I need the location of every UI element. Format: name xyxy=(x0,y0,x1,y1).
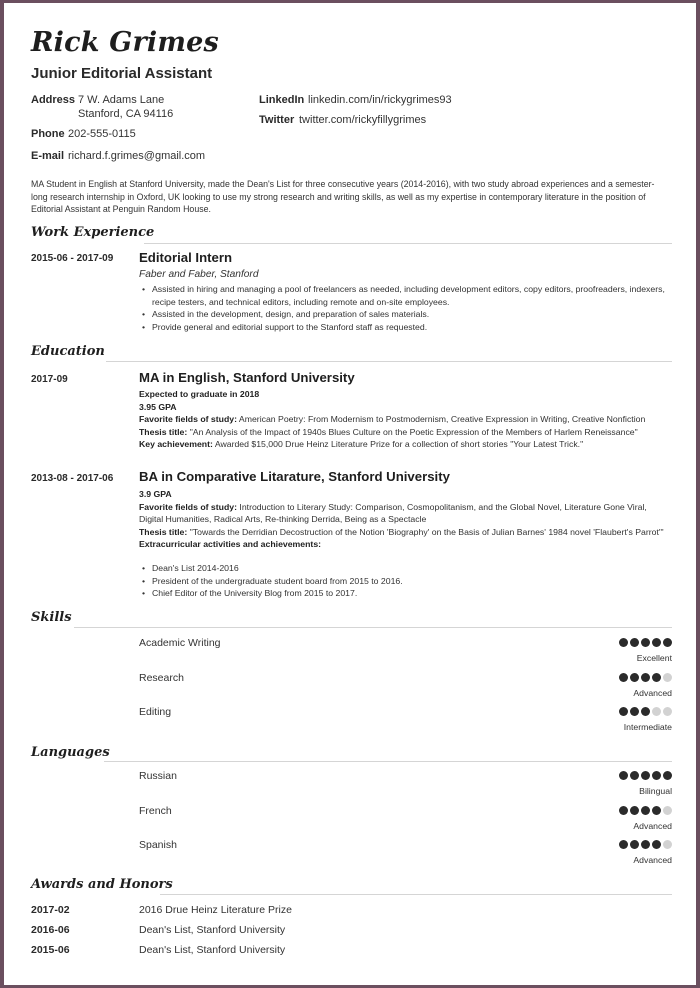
ma-fields-label: Favorite fields of study: xyxy=(139,414,237,424)
language-name: Spanish xyxy=(139,839,177,851)
ma-key-label: Key achievement: xyxy=(139,439,213,449)
award-title: 2016 Drue Heinz Literature Prize xyxy=(139,904,292,916)
rating-dot xyxy=(663,771,672,780)
ba-date: 2013-08 - 2017-06 xyxy=(31,473,114,484)
language-name: French xyxy=(139,804,172,817)
rating-dot xyxy=(652,673,661,682)
language-level: Bilingual xyxy=(639,786,672,796)
ba-details xyxy=(139,488,669,551)
ma-key: Awarded $15,000 Drue Heinz Literature Prize for a collection of short stories "Your Latest Trick." xyxy=(212,439,584,449)
rating-dot xyxy=(641,638,650,647)
ba-thesis: "Towards the Derridian Decostruction of the Notion 'Biography' on the Basis of Julian Barnes' 1984 novel 'Flaubert's Parrot'" xyxy=(187,526,664,537)
skill-name: Editing xyxy=(139,706,172,718)
list-item: • Assisted in hiring and managing a pool of freelancers as needed, including development editors, copy editors, proofreaders, indexers, recipe testers, and technical editors, including remote and on-site employees. xyxy=(139,283,679,308)
rating-dot xyxy=(630,840,639,849)
rating-dot xyxy=(652,840,661,849)
ba-gpa: 3.9 GPA xyxy=(139,489,172,499)
list-item: • President of the undergraduate student board from 2015 to 2016. xyxy=(139,575,679,588)
twitter-link[interactable]: twitter.com/rickyfillygrimes xyxy=(299,114,427,126)
award-title: Dean's List, Stanford University xyxy=(139,924,286,936)
rating-dot xyxy=(641,707,650,716)
ma-title: MA in English, Stanford University xyxy=(139,370,355,385)
rating-dot xyxy=(641,673,650,682)
skill-name: Research xyxy=(139,671,184,684)
rating-dot xyxy=(652,806,661,815)
address-label: Address xyxy=(31,94,76,106)
linkedin-label: LinkedIn xyxy=(259,94,305,106)
address-line2: Stanford, CA 94116 xyxy=(78,108,174,120)
ma-gpa: 3.95 GPA xyxy=(139,401,177,412)
skills-heading: Skills xyxy=(31,610,72,625)
ma-details xyxy=(139,388,669,451)
skills-divider xyxy=(74,627,672,628)
phone-value: 202-555-0115 xyxy=(68,128,136,140)
rating-dot xyxy=(663,673,672,682)
rating-dot xyxy=(619,806,628,815)
rating-dot xyxy=(663,638,672,647)
language-rating-dots xyxy=(619,840,672,849)
skill-rating-dots xyxy=(619,638,672,647)
rating-dot xyxy=(630,707,639,716)
skill-level: Advanced xyxy=(633,687,672,698)
ma-expected: Expected to graduate in 2018 xyxy=(139,389,260,399)
rating-dot xyxy=(619,840,628,849)
rating-dot xyxy=(619,673,628,682)
award-date: 2016-06 xyxy=(31,924,70,936)
ma-thesis: "An Analysis of the Impact of 1940s Blues Culture on the Poetic Expression of the Members of Harlem Reneissance" xyxy=(187,426,638,437)
awards-heading: Awards and Honors xyxy=(31,877,173,892)
skill-level: Intermediate xyxy=(623,722,672,732)
rating-dot xyxy=(663,806,672,815)
rating-dot xyxy=(641,806,650,815)
language-level: Advanced xyxy=(633,855,672,865)
twitter-label: Twitter xyxy=(259,114,295,126)
rating-dot xyxy=(641,840,650,849)
linkedin-link[interactable]: linkedin.com/in/rickygrimes93 xyxy=(308,94,452,106)
work-divider xyxy=(144,243,672,244)
profile-summary: MA Student in English at Stanford University, made the Dean's List for three consecutive years (2014-2016), with two study abroad experiences and a semester-long research internship in Oxford, UK looking to use my strong research and writing skills, as well as my expertise in contemporary literature in the position of Editorial Assistant at Penguin Random House. xyxy=(31,179,655,215)
award-date: 2015-06 xyxy=(31,944,70,956)
skill-level: Excellent xyxy=(636,653,672,663)
languages-heading: Languages xyxy=(31,745,110,760)
skill-rating-dots xyxy=(619,707,672,716)
rating-dot xyxy=(630,638,639,647)
work-company: Faber and Faber, Stanford xyxy=(139,269,259,280)
rating-dot xyxy=(663,707,672,716)
rating-dot xyxy=(619,771,628,780)
ba-extras-list xyxy=(139,562,679,600)
work-bullet-list xyxy=(139,283,679,333)
list-item: • Provide general and editorial support to the Stanford staff as requested. xyxy=(139,321,679,334)
language-rating-dots xyxy=(619,806,672,815)
list-item: • Assisted in the development, design, and preparation of sales materials. xyxy=(139,308,679,321)
languages-divider xyxy=(104,761,672,762)
rating-dot xyxy=(630,806,639,815)
rating-dot xyxy=(619,638,628,647)
rating-dot xyxy=(630,673,639,682)
rating-dot xyxy=(641,771,650,780)
rating-dot xyxy=(630,771,639,780)
ma-date: 2017-09 xyxy=(31,374,68,385)
language-rating-dots xyxy=(619,771,672,780)
ba-fields: Introduction to Literary Study: Comparison, Cosmopolitanism, and the Global Novel, Literature Gone Viral, Digital Humanities, Radical Arts, Re-thinking Derrida, Being as a Spectacle xyxy=(139,501,647,524)
language-name: Russian xyxy=(139,770,177,782)
list-item: • Dean's List 2014-2016 xyxy=(139,562,679,575)
skill-name: Academic Writing xyxy=(139,637,221,649)
ba-thesis-label: Thesis title: xyxy=(139,526,188,537)
work-date: 2015-06 - 2017-09 xyxy=(31,253,114,264)
language-level: Advanced xyxy=(633,820,672,831)
job-title: Junior Editorial Assistant xyxy=(31,65,213,82)
ma-fields: American Poetry: From Modernism to Postmodernism, Creative Expression in Writing, Creative Nonfiction xyxy=(237,414,646,424)
list-item: • Chief Editor of the University Blog from 2015 to 2017. xyxy=(139,587,679,600)
rating-dot xyxy=(652,638,661,647)
email-label: E-mail xyxy=(31,150,65,162)
phone-label: Phone xyxy=(31,128,65,140)
awards-divider xyxy=(160,894,672,895)
work-heading: Work Experience xyxy=(31,225,155,240)
rating-dot xyxy=(619,707,628,716)
education-divider xyxy=(106,361,672,362)
rating-dot xyxy=(652,771,661,780)
email-link[interactable]: richard.f.grimes@gmail.com xyxy=(68,150,206,162)
ma-thesis-label: Thesis title: xyxy=(139,426,188,437)
candidate-name: Rick Grimes xyxy=(31,27,219,58)
education-heading: Education xyxy=(31,344,105,359)
ba-extra-label: Extracurricular activities and achievements: xyxy=(139,539,322,549)
work-title: Editorial Intern xyxy=(139,250,233,265)
award-title: Dean's List, Stanford University xyxy=(139,944,286,956)
rating-dot xyxy=(663,840,672,849)
skill-rating-dots xyxy=(619,673,672,682)
ba-title: BA in Comparative Litarature, Stanford University xyxy=(139,469,450,484)
ba-fields-label: Favorite fields of study: xyxy=(139,501,237,512)
award-date: 2017-02 xyxy=(31,904,70,916)
address-line1: 7 W. Adams Lane xyxy=(78,94,165,106)
rating-dot xyxy=(652,707,661,716)
resume-page xyxy=(4,3,696,985)
